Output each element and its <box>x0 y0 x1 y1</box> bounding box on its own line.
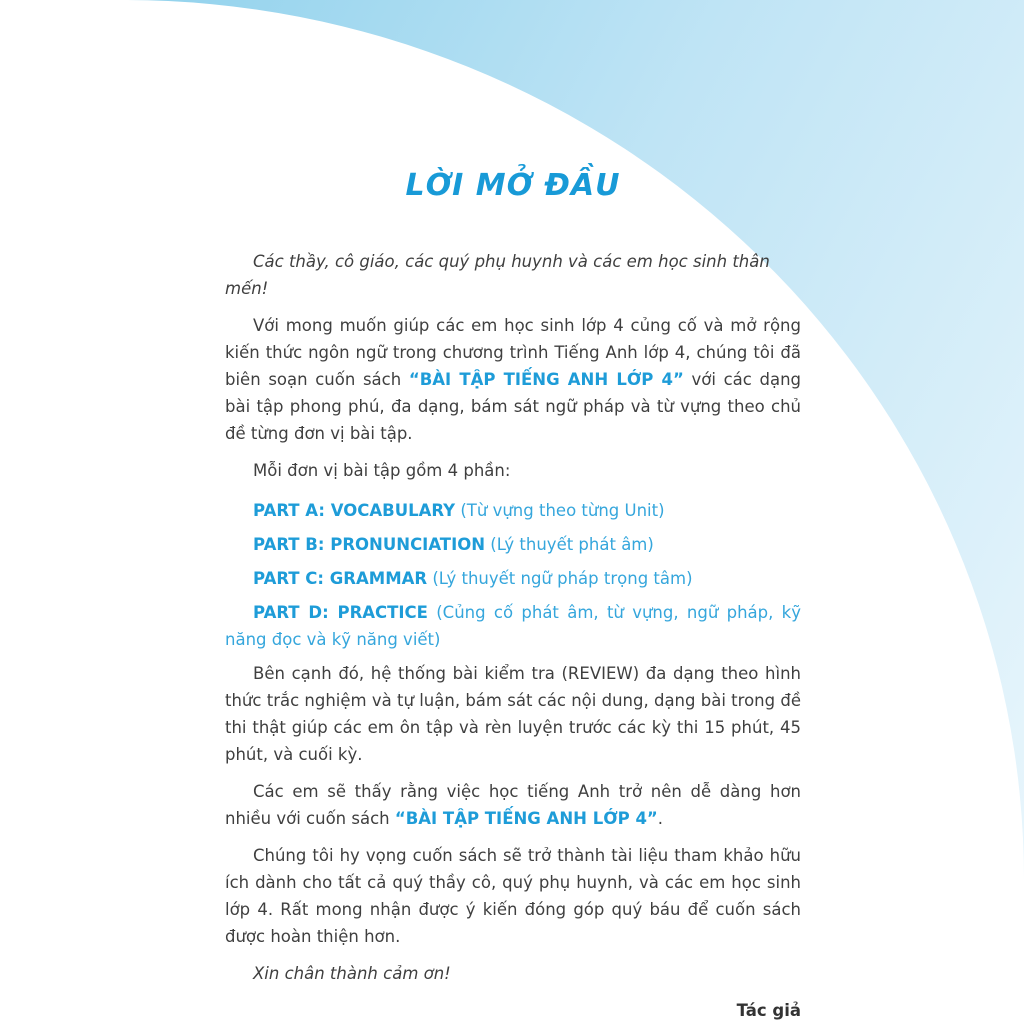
closing-thanks: Xin chân thành cảm ơn! <box>253 964 451 983</box>
part-a-line <box>225 497 801 524</box>
part-b-label: PART B: PRONUNCIATION <box>253 535 486 554</box>
easy-text-2: . <box>657 809 664 828</box>
part-d-label: PART D: PRACTICE <box>253 603 428 622</box>
part-c-line <box>225 565 801 592</box>
paragraph-easy <box>225 778 801 832</box>
paragraph-structure: Mỗi đơn vị bài tập gồm 4 phần: <box>253 461 511 480</box>
part-a-label: PART A: VOCABULARY <box>253 501 456 520</box>
part-d-desc: (Củng cố phát âm, từ vựng, ngữ pháp, kỹ năng đọc và kỹ năng viết) <box>225 603 801 649</box>
paragraph-hope: Chúng tôi hy vọng cuốn sách sẽ trở thành tài liệu tham khảo hữu ích dành cho tất cả quý thầy cô, quý phụ huynh, và các em học sinh lớp 4. Rất mong nhận được ý kiến đóng góp quý báu để cuốn sách được hoàn thiện hơn. <box>225 846 801 946</box>
paragraph-review: Bên cạnh đó, hệ thống bài kiểm tra (REVIEW) đa dạng theo hình thức trắc nghiệm và tự luận, bám sát các nội dung, dạng bài trong đề thi thật giúp các em ôn tập và rèn luyện trước các kỳ thi 15 phút, 45 phút, và cuối kỳ. <box>225 664 801 764</box>
book-title-accent: “BÀI TẬP TIẾNG ANH LỚP 4” <box>408 370 684 389</box>
part-c-desc: (Lý thuyết ngữ pháp trọng tâm) <box>427 569 693 588</box>
paragraph-intro <box>225 312 801 447</box>
part-c-label: PART C: GRAMMAR <box>253 569 428 588</box>
intro-text-1: Với mong muốn giúp các em học sinh lớp 4 củng cố và mở rộng kiến thức ngôn ngữ trong chương trình Tiếng Anh lớp 4, chúng tôi đã biên soạn cuốn sách <box>225 316 801 389</box>
part-b-desc: (Lý thuyết phát âm) <box>485 535 654 554</box>
page-title: LỜI MỞ ĐẦU <box>405 168 621 203</box>
part-b-line <box>225 531 801 558</box>
easy-text-1: Các em sẽ thấy rằng việc học tiếng Anh trở nên dễ dàng hơn nhiều với cuốn sách <box>225 782 801 828</box>
author-signature: Tác giả <box>736 1001 801 1020</box>
preface-content <box>225 0 801 1024</box>
intro-text-2: với các dạng bài tập phong phú, đa dạng, bám sát ngữ pháp và từ vựng theo chủ đề từng đơn vị bài tập. <box>225 370 801 443</box>
part-d-line <box>225 599 801 653</box>
book-title-accent-2: “BÀI TẬP TIẾNG ANH LỚP 4” <box>394 809 658 828</box>
salutation-line: Các thầy, cô giáo, các quý phụ huynh và các em học sinh thân mến! <box>225 252 770 298</box>
part-a-desc: (Từ vựng theo từng Unit) <box>455 501 665 520</box>
